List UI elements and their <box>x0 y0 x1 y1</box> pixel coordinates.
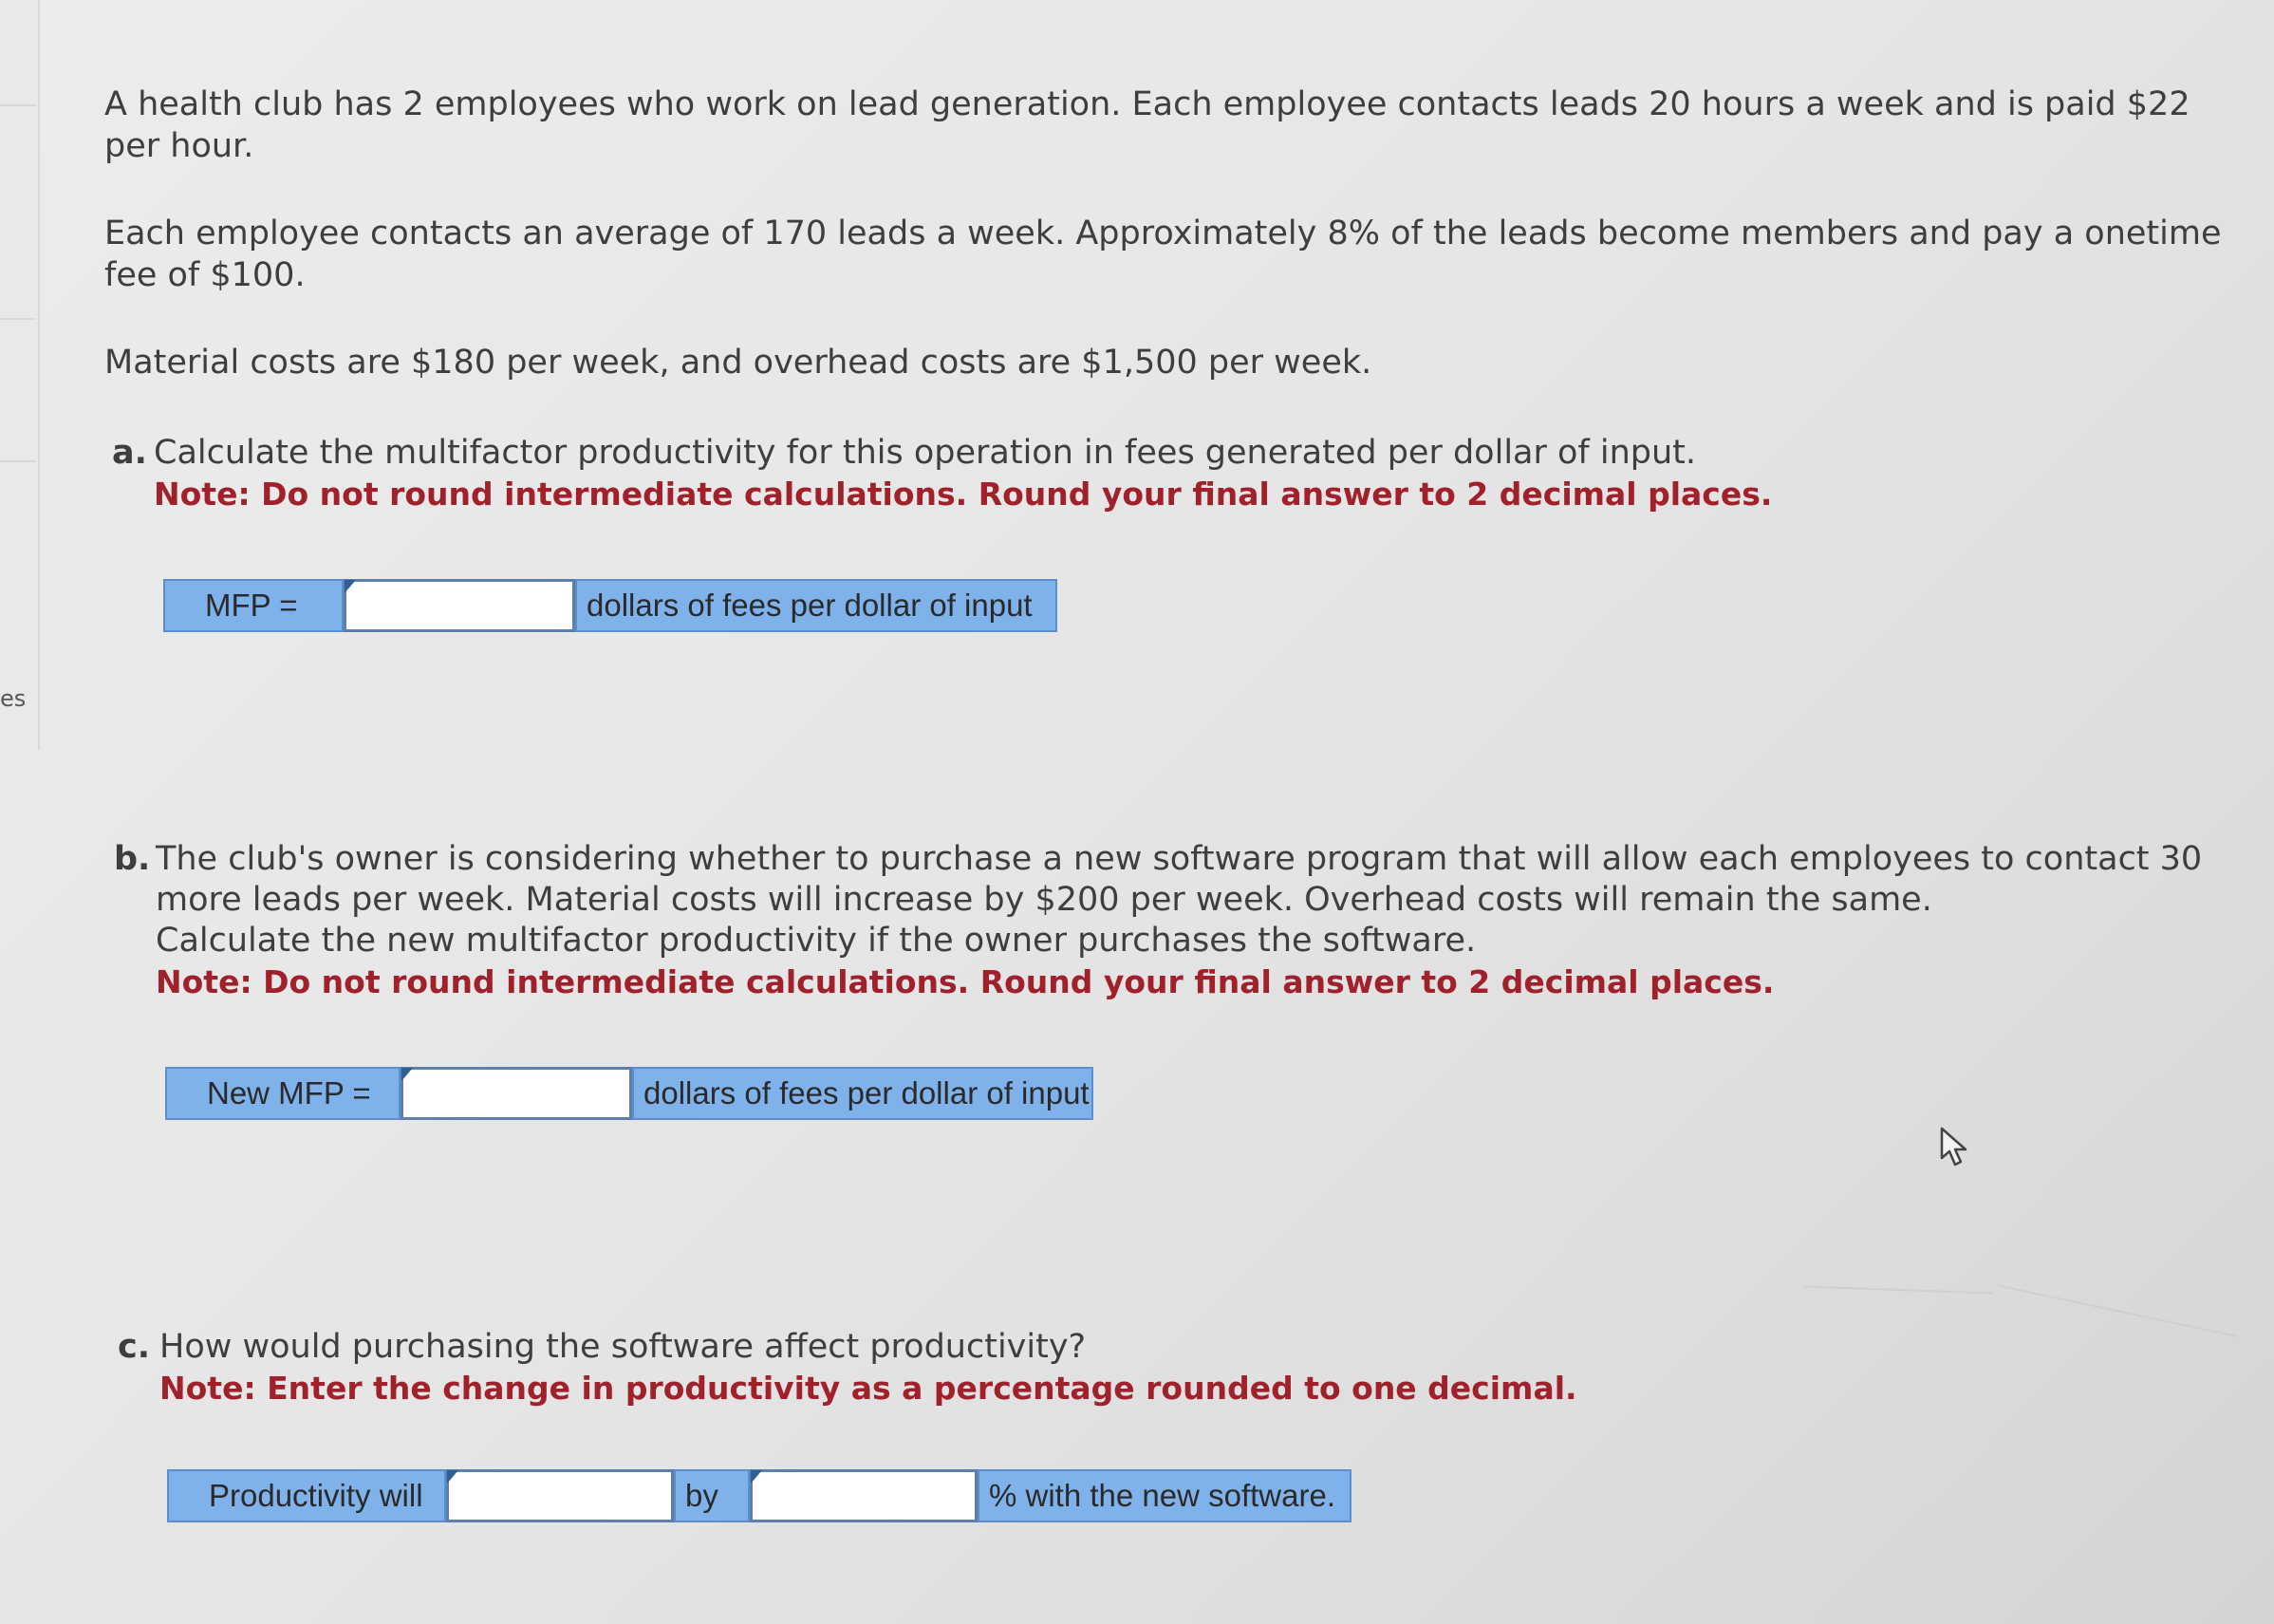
new-mfp-label: New MFP = <box>165 1067 401 1120</box>
question-b <box>114 839 2263 1002</box>
mouse-pointer-icon <box>1938 1126 1972 1169</box>
productivity-direction-cell[interactable] <box>446 1469 674 1522</box>
sidebar-divider <box>0 104 36 106</box>
new-mfp-input[interactable] <box>403 1070 629 1117</box>
question-note: Note: Do not round intermediate calculations. Round your final answer to 2 decimal places. <box>154 476 1773 513</box>
answer-row-c <box>167 1469 1351 1522</box>
mfp-unit-label: dollars of fees per dollar of input <box>575 579 1057 632</box>
input-flag-icon <box>751 1470 762 1484</box>
by-label: by <box>674 1469 750 1522</box>
intro-paragraph-2: Each employee contacts an average of 170 leads a week. Approximately 8% of the leads become members and pay a onetime fee of $100. <box>104 215 2222 294</box>
answer-row-a <box>163 579 1057 632</box>
sidebar-label-fragment[interactable]: es <box>0 685 27 712</box>
input-flag-icon <box>401 1068 413 1081</box>
mfp-label: MFP = <box>163 579 344 632</box>
answer-row-b <box>165 1067 1093 1120</box>
question-letter: a. <box>112 434 147 472</box>
intro-paragraph-1: A health club has 2 employees who work on lead generation. Each employee contacts leads 20 hours a week and is paid $22 per hour. <box>104 85 2190 165</box>
new-mfp-input-cell[interactable] <box>401 1067 632 1120</box>
new-mfp-unit-label: dollars of fees per dollar of input <box>632 1067 1093 1120</box>
intro-paragraph-3: Material costs are $180 per week, and overhead costs are $1,500 per week. <box>104 344 1372 382</box>
productivity-direction-select[interactable] <box>449 1472 671 1520</box>
sidebar-divider <box>0 318 36 320</box>
percent-input-cell[interactable] <box>750 1469 978 1522</box>
mfp-input-cell[interactable] <box>344 579 575 632</box>
percent-input[interactable] <box>753 1472 975 1520</box>
question-letter: b. <box>114 840 151 878</box>
productivity-label: Productivity will <box>167 1469 446 1522</box>
sidebar-divider <box>0 460 36 462</box>
question-c <box>118 1327 2266 1409</box>
question-text: The club's owner is considering whether to purchase a new software program that will allow each employees to contact 30 more leads per week. Material costs will increase by $200 per week. Overhead costs will remain the same. <box>156 840 2203 919</box>
question-note: Note: Do not round intermediate calculations. Round your final answer to 2 decimal places. <box>156 963 1775 1000</box>
question-text: How would purchasing the software affect productivity? <box>159 1328 1087 1366</box>
input-flag-icon <box>447 1470 458 1484</box>
question-text-2: Calculate the new multifactor productivity if the owner purchases the software. <box>156 922 1477 960</box>
question-a <box>112 433 2261 514</box>
percent-unit-label: % with the new software. <box>978 1469 1351 1522</box>
question-letter: c. <box>118 1328 151 1366</box>
input-flag-icon <box>345 580 356 593</box>
background-streak <box>1803 1286 1993 1295</box>
question-note: Note: Enter the change in productivity as a percentage rounded to one decimal. <box>159 1370 1577 1407</box>
question-text: Calculate the multifactor productivity for this operation in fees generated per dollar of input. <box>154 434 1697 472</box>
left-sidebar <box>0 0 40 750</box>
mfp-input[interactable] <box>346 582 572 629</box>
